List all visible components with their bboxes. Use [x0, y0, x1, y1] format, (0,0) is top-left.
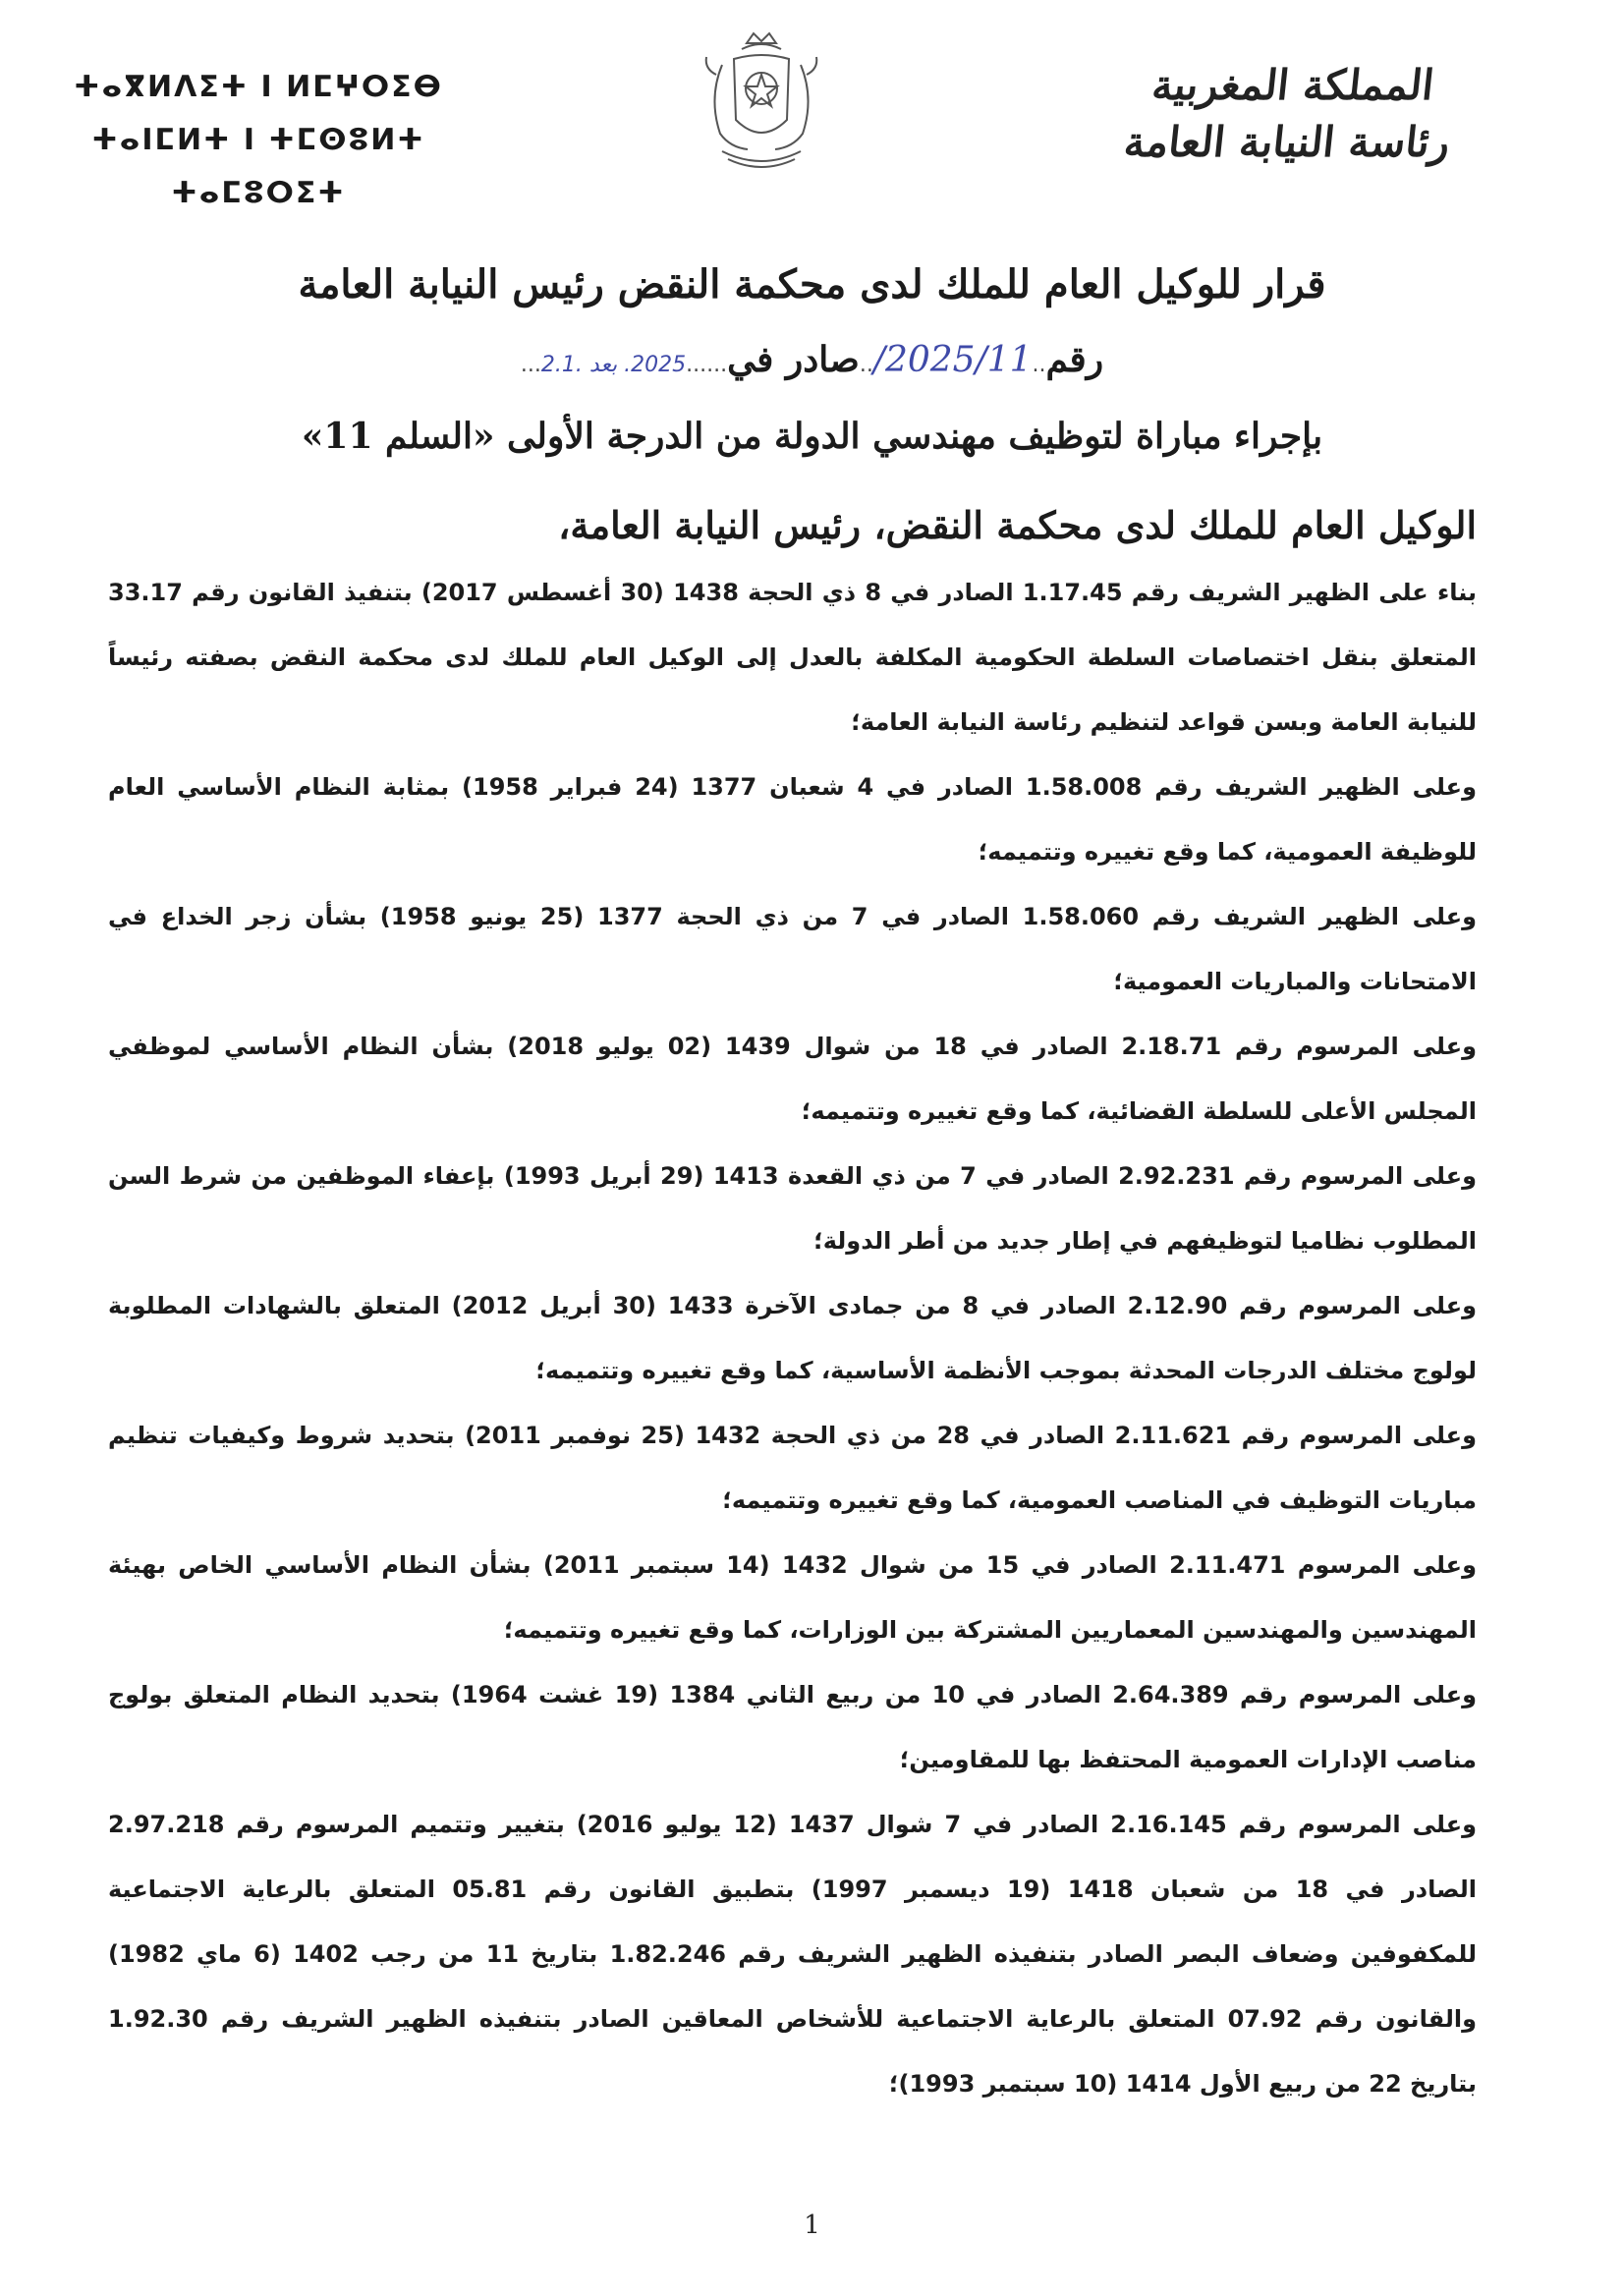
page-number: 1: [804, 2211, 820, 2240]
preamble-paragraph-9: وعلى المرسوم رقم 2.64.389 الصادر في 10 من ربيع الثاني 1384 (19 غشت 1964) بتحديد النظام المتعلق بولوج مناصب الإدارات العمومية المحتفظ بها للمقاومين؛: [108, 1681, 1478, 1773]
preamble-paragraph-2: وعلى الظهير الشريف رقم 1.58.008 الصادر في 4 شعبان 1377 (24 فبراير 1958) بمثابة النظام الأساسي العام للوظيفة العمومية، كما وقع تغييره وتتميمه؛: [108, 773, 1477, 866]
handwritten-number: 2025. بعد .2.1: [540, 353, 687, 377]
arabic-header-line-2: رئاسة النيابة العامة: [1121, 118, 1453, 166]
issued-label: صادر في: [727, 339, 860, 380]
title-line-1: قرار للوكيل العام للملك لدى محكمة النقض رئيس النيابة العامة: [298, 261, 1326, 308]
number-label: رقم: [1045, 339, 1104, 380]
arabic-header-line-1: المملكة المغربية: [1149, 61, 1436, 109]
preamble-paragraph-10: وعلى المرسوم رقم 2.16.145 الصادر في 7 شوال 1437 (12 يوليو 2016) بتغيير وتتميم المرسوم رقم 2.97.218 الصادر في 18 من شعبان 1418 (19 ديسمبر 1997) بتطبيق القانون رقم 05.81 المتعلق بالرعاية الاجتماعية للمكفوفين وضعاف البصر الصادر بتنفيذه الظهير الشريف رقم 1.82.246 بتاريخ 11 من رجب 1402 (6 ماي 1982) والقانون رقم 07.92 المتعلق بالرعاية الاجتماعية للأشخاص المعاقين الصادر بتنفيذه الظهير الشريف رقم 1.92.30 بتاريخ 22 من ربيع الأول 1414 (10 سبتمبر 1993)؛: [108, 1811, 1478, 2098]
issuer-heading: الوكيل العام للملك لدى محكمة النقض، رئيس النيابة العامة،: [558, 503, 1477, 547]
arabic-header: [1097, 57, 1483, 171]
handwritten-date: 2025/11/: [872, 340, 1033, 380]
preamble-paragraph-7: وعلى المرسوم رقم 2.11.621 الصادر في 28 من ذي الحجة 1432 (25 نوفمبر 2011) بتحديد شروط وكيفيات تنظيم مباريات التوظيف في المناصب العمومية، كما وقع تغييره وتتميمه؛: [108, 1422, 1477, 1514]
decision-title: [147, 241, 1477, 476]
tifinagh-header: [28, 61, 489, 220]
preamble-paragraph-6: وعلى المرسوم رقم 2.12.90 الصادر في 8 من جمادى الآخرة 1433 (30 أبريل 2012) المتعلق بالشهادات المطلوبة لولوج مختلف الدرجات المحدثة بموجب الأنظمة الأساسية، كما وقع تغييره وتتميمه؛: [108, 1292, 1478, 1384]
number-dots: ..: [1032, 353, 1046, 377]
title-number-line: رقم..2025/11/..صادر في......2025. بعد .2.1...: [520, 339, 1104, 380]
preamble-paragraph-3: وعلى الظهير الشريف رقم 1.58.060 الصادر في 7 من ذي الحجة 1377 (25 يونيو 1958) بشأن زجر الخداع في الامتحانات والمباريات العمومية؛: [108, 903, 1478, 995]
tifinagh-line-2: ⵜⴰⵏⵎⵍⵜ ⵏ ⵜⵎⵙⵓⵍⵜ ⵜⴰⵎⵓⵔⵉⵜ: [91, 123, 425, 210]
preamble-paragraph-8: وعلى المرسوم 2.11.471 الصادر في 15 من شوال 1432 (14 سبتمبر 2011) بشأن النظام الأساسي الخاص بهيئة المهندسين والمهندسين المعماريين المشتركة بين الوزارات، كما وقع تغييره وتتميمه؛: [108, 1551, 1477, 1644]
preamble-paragraph-5: وعلى المرسوم رقم 2.92.231 الصادر في 7 من ذي القعدة 1413 (29 أبريل 1993) بإعفاء الموظفين من شرط السن المطلوب نظاميا لتوظيفهم في إطار جديد من أطر الدولة؛: [108, 1162, 1477, 1255]
preamble-paragraph-4: وعلى المرسوم رقم 2.18.71 الصادر في 18 من شوال 1439 (02 يوليو 2018) بشأن النظام الأساسي لموظفي المجلس الأعلى للسلطة القضائية، كما وقع تغييره وتتميمه؛: [108, 1033, 1478, 1125]
title-line-3: بإجراء مباراة لتوظيف مهندسي الدولة من الدرجة الأولى «السلم 11»: [301, 416, 1323, 457]
tifinagh-line-1: ⵜⴰⴳⵍⴷⵉⵜ ⵏ ⵍⵎⵖⵔⵉⴱ: [74, 70, 443, 104]
preamble-body: [108, 560, 1477, 2116]
preamble-paragraph-1: بناء على الظهير الشريف رقم 1.17.45 الصادر في 8 ذي الحجة 1438 (30 أغسطس 2017) بتنفيذ القانون رقم 33.17 المتعلق بنقل اختصاصات السلطة الحكومية المكلفة بالعدل إلى الوكيل العام للملك لدى محكمة النقض بصفته رئيساً للنيابة العامة وبسن قواعد لتنظيم رئاسة النيابة العامة؛: [108, 579, 1478, 736]
moroccan-coat-of-arms-icon: [693, 29, 830, 177]
